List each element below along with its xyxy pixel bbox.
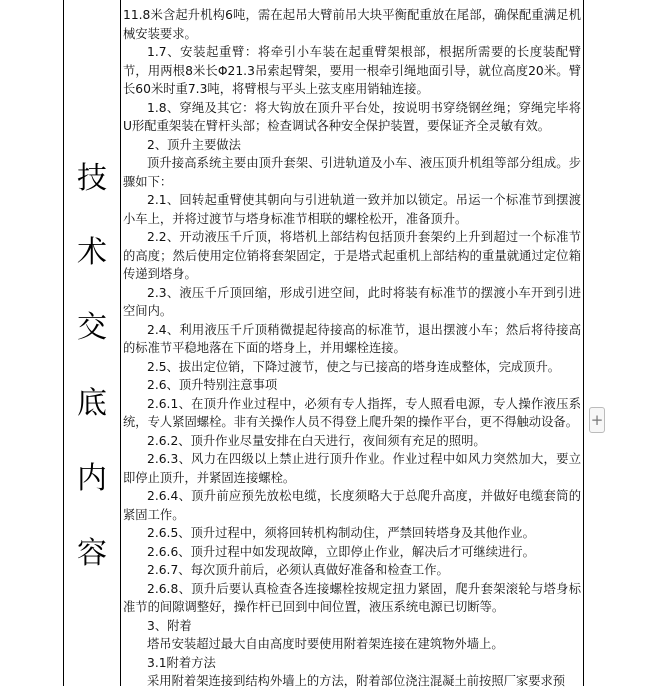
label-char: 容	[77, 536, 107, 571]
content-paragraph: 2.2、开动液压千斤顶，将塔机上部结构包括顶升套架约上升到超过一个标准节的高度；然后使用定位销将套架固定，于是塔式起重机上部结构的重量就通过定位箱传递到塔身。	[123, 230, 581, 281]
content-paragraph: 2.6.4、顶升前应预先放松电缆，长度须略大于总爬升高度，并做好电缆套筒的紧固工作。	[123, 489, 581, 522]
content-paragraph: 2、顶升主要做法	[147, 137, 241, 152]
content-paragraph: 1.8、穿绳及其它：将大钩放在顶升平台处，按说明书穿绕钢丝绳；穿绳完毕将U形配重架装在臂杆头部；检查调试各种安全保护装置，要保证齐全灵敏有效。	[123, 100, 581, 133]
content-paragraph: 2.6.6、顶升过程中如发现故障，立即停止作业，解决后才可继续进行。	[147, 544, 535, 559]
label-char: 底	[77, 386, 107, 421]
label-char: 内	[77, 461, 107, 496]
content-paragraph: 2.6.3、风力在四级以上禁止进行顶升作业。作业过程中如风力突然加大，要立即停止顶升，并紧固连接螺栓。	[123, 452, 581, 485]
content-paragraph: 1.7、安装起重臂：将牵引小车装在起重臂架根部，根据所需要的长度装配臂节，用两根8米长Φ21.3吊索起臂架，要用一根牵引绳地面引导，就位高度20米。臂长60米时重7.3吨，将臂根与平头上弦支座用销轴连接。	[123, 45, 581, 96]
content-paragraph: 2.1、回转起重臂使其朝向与引进轨道一致并加以锁定。吊运一个标准节到摆渡小车上，并将过渡节与塔身标准节相联的螺栓松开，准备顶升。	[123, 193, 581, 226]
disclosure-content	[123, 6, 581, 691]
content-paragraph: 塔吊安装超过最大自由高度时要使用附着架连接在建筑物外墙上。	[147, 637, 504, 651]
content-paragraph: 2.5、拔出定位销，下降过渡节，使之与已接高的塔身连成整体，完成顶升。	[147, 359, 561, 374]
content-paragraph: 2.6.5、顶升过程中，须将回转机构制动住，严禁回转塔身及其他作业。	[147, 526, 535, 540]
content-paragraph: 顶升接高系统主要由顶升套架、引进轨道及小车、液压顶升机组等部分组成。步骤如下：	[123, 156, 581, 189]
content-paragraph: 3、附着	[147, 618, 192, 633]
content-paragraph: 2.4、利用液压千斤顶稍微提起待接高的标准节，退出摆渡小车；然后将待接高的标准节平稳地落在下面的塔身上，并用螺栓连接。	[123, 322, 581, 355]
content-paragraph: 2.6.2、顶升作业尽量安排在白天进行，夜间须有充足的照明。	[147, 433, 486, 448]
label-char: 技	[77, 161, 107, 196]
content-paragraph: 2.3、液压千斤顶回缩，形成引进空间，此时将装有标准节的摆渡小车开到引进空间内。	[123, 285, 581, 318]
label-char: 交	[77, 310, 107, 345]
label-char: 术	[77, 235, 107, 270]
content-paragraph: 2.6.7、每次顶升前后，必须认真做好准备和检查工作。	[147, 563, 449, 577]
content-paragraph: 3.1附着方法	[147, 655, 216, 670]
content-paragraph: 11.8米含起升机构6吨，需在起吊大臂前吊大块平衡配重放在尾部，确保配重满足机械安装要求。	[123, 8, 581, 41]
content-paragraph: 2.6、顶升特别注意事项	[147, 378, 278, 392]
add-icon[interactable]: +	[589, 407, 605, 433]
content-paragraph: 2.6.8、顶升后要认真检查各连接螺栓按规定扭力紧固，爬升套架滚轮与塔身标准节的间隙调整好，操作杆已回到中间位置，液压系统电源已切断等。	[123, 581, 581, 614]
technical-disclosure-label	[63, 0, 121, 686]
content-paragraph: 采用附着架连接到结构外墙上的方法，附着部位浇注混凝土前按照厂家要求预	[147, 674, 566, 688]
content-paragraph: 2.6.1、在顶升作业过程中，必须有专人指挥，专人照看电源，专人操作液压系统，专人紧固螺栓。非有关操作人员不得登上爬升架的操作平台，更不得触动设备。	[123, 396, 581, 429]
